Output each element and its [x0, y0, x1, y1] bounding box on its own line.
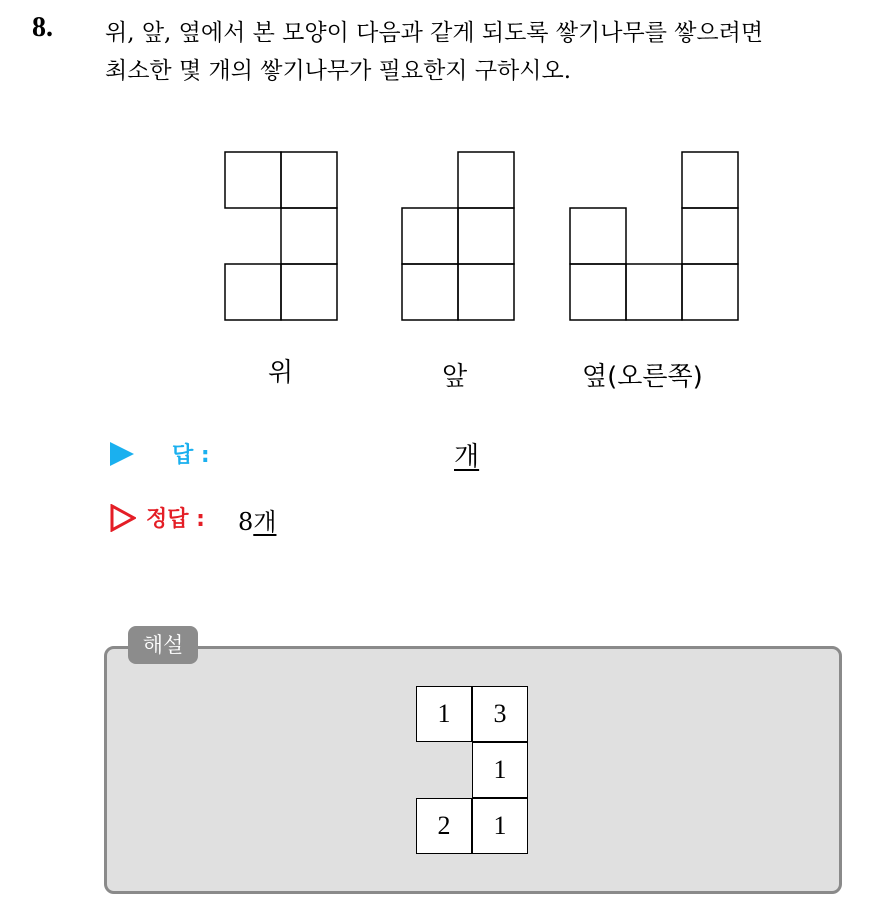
- solution-cell: 1: [472, 798, 528, 854]
- top-view-label: 위: [268, 358, 294, 388]
- filled-triangle-icon: [110, 442, 134, 466]
- solution-cell: 1: [416, 686, 472, 742]
- correct-answer-label: 정답 :: [146, 507, 205, 532]
- question-number: 8.: [32, 12, 53, 43]
- solution-cell: 1: [472, 742, 528, 798]
- front-view-label: 앞: [442, 362, 468, 392]
- top-view-diagram: [225, 152, 337, 320]
- answer-label: 답 :: [172, 443, 210, 468]
- outline-triangle-icon: [110, 504, 136, 532]
- question-line-1: 위, 앞, 옆에서 본 모양이 다음과 같게 되도록 쌓기나무를 쌓으려면: [105, 20, 764, 46]
- solution-cell-empty: [416, 742, 472, 798]
- solution-cell: 3: [472, 686, 528, 742]
- side-view-diagram: [570, 152, 738, 320]
- answer-row: [110, 436, 510, 472]
- front-view-diagram: [402, 152, 514, 320]
- correct-answer-value: [238, 502, 276, 537]
- correct-answer-unit: 개: [253, 508, 277, 536]
- correct-answer-number: 8: [238, 508, 254, 536]
- correct-answer-row: [110, 500, 510, 536]
- solution-grid: [416, 686, 528, 854]
- question-line-2: 최소한 몇 개의 쌓기나무가 필요한지 구하시오.: [105, 58, 572, 84]
- answer-unit: 개: [454, 442, 480, 472]
- side-view-label: 옆(오른쪽): [582, 362, 703, 392]
- solution-tag: 해설: [128, 626, 198, 664]
- solution-cell: 2: [416, 798, 472, 854]
